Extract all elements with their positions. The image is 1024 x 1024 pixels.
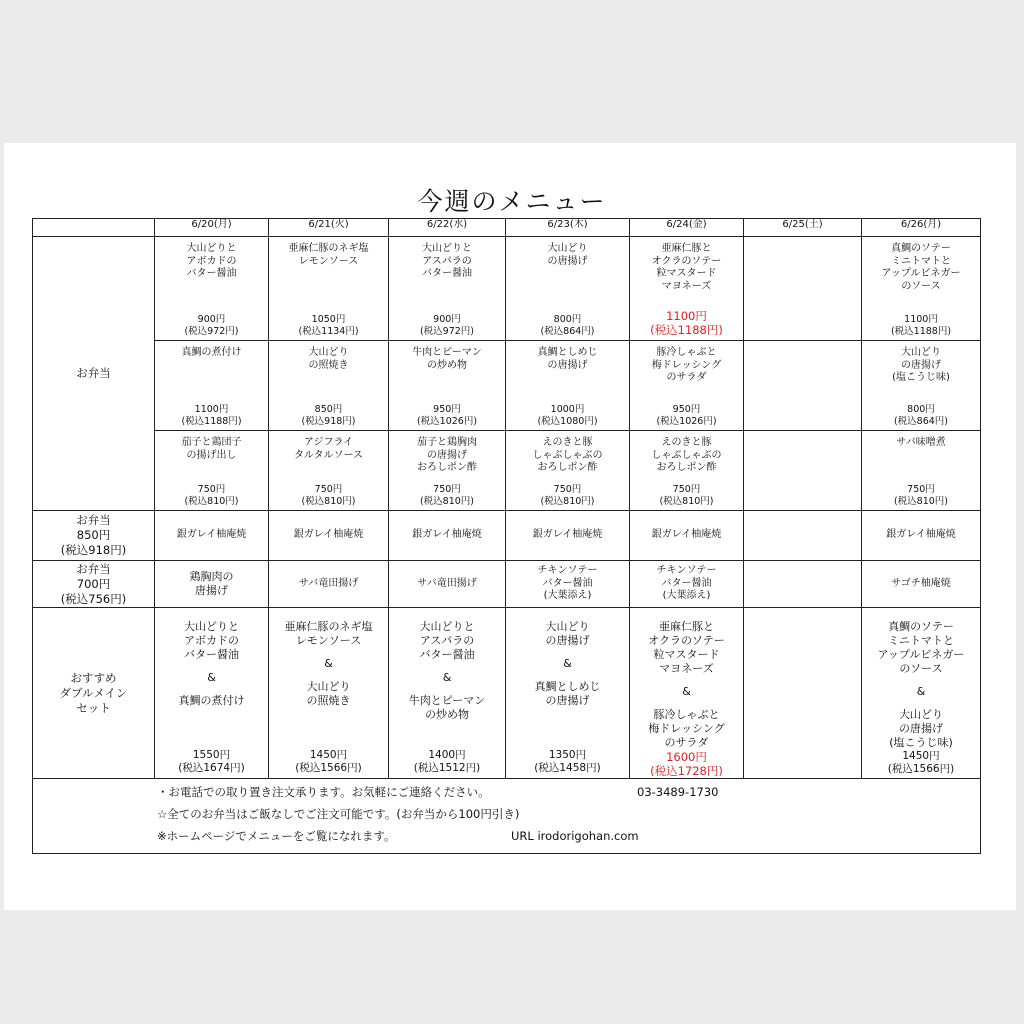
set-main-1: 真鯛のソテー ミニトマトと アップルビネガー のソース	[877, 620, 965, 675]
menu-cell	[506, 608, 630, 779]
dish-price: 1000円 (税込1080円)	[537, 404, 598, 427]
menu-cell: 銀ガレイ柚庵焼	[862, 511, 981, 561]
menu-cell	[269, 608, 389, 779]
set-price: 1450円 (税込1566円)	[887, 750, 955, 775]
set-main-1: 大山どりと アボカドの バター醤油	[184, 620, 239, 661]
note-no-rice: ☆全てのお弁当はご飯なしでご注文可能です。(お弁当から100円引き)	[157, 807, 520, 821]
menu-item	[506, 237, 629, 340]
menu-item	[155, 341, 268, 430]
set-ampersand: &	[442, 671, 452, 684]
dish-name: 牛肉とピーマン の炒め物	[412, 347, 482, 371]
set-main-2: 真鯛としめじ の唐揚げ	[534, 680, 601, 707]
dish-price: 750円 (税込810円)	[184, 484, 239, 507]
menu-cell	[389, 608, 506, 779]
day-header: 6/21(火)	[269, 219, 389, 237]
menu-cell	[155, 608, 269, 779]
menu-cell: 銀ガレイ柚庵焼	[506, 511, 630, 561]
dish-name: サバ味噌煮	[896, 437, 946, 448]
dish-name: 大山どり の唐揚げ	[547, 243, 588, 267]
set-dishes	[271, 620, 386, 708]
menu-item	[744, 341, 861, 430]
set-item	[506, 608, 629, 778]
menu-cell: 鶏胸肉の 唐揚げ	[155, 561, 269, 608]
set-item	[389, 608, 505, 778]
set-ampersand: &	[207, 671, 216, 684]
dish-price: 950円 (税込1026円)	[656, 404, 717, 427]
set-dishes	[391, 620, 503, 722]
menu-item	[155, 237, 268, 340]
menu-cell	[744, 237, 862, 341]
row-label-text: おすすめ ダブルメイン セット	[59, 670, 128, 715]
menu-cell	[506, 431, 630, 511]
menu-cell	[269, 341, 389, 431]
set-main-2: 真鯛の煮付け	[178, 694, 245, 707]
menu-item	[389, 431, 505, 510]
dish-name: 大山どり の照焼き	[308, 347, 349, 371]
day-header: 6/26(月)	[862, 219, 981, 237]
menu-cell	[630, 341, 744, 431]
menu-cell	[155, 431, 269, 511]
set-main-2: 大山どり の照焼き	[306, 680, 351, 707]
menu-cell: サゴチ柚庵焼	[862, 561, 981, 608]
set-ampersand: &	[916, 685, 926, 698]
menu-cell	[862, 608, 981, 779]
note-phone-order: ・お電話での取り置き注文承ります。お気軽にご連絡ください。	[157, 785, 490, 799]
menu-item	[506, 341, 629, 430]
day-header: 6/25(土)	[744, 219, 862, 237]
dish-name: 真鯛のソテー ミニトマトと アップルビネガー のソース	[881, 243, 961, 292]
dish-price: 900円 (税込972円)	[419, 314, 475, 337]
set-ampersand: &	[324, 657, 333, 670]
menu-item	[744, 237, 861, 340]
row-label-850	[33, 511, 155, 561]
menu-cell	[862, 341, 981, 431]
set-main-1: 亜麻仁豚と オクラのソテー 粒マスタード マヨネーズ	[648, 620, 725, 675]
dish-price: 750円 (税込810円)	[659, 484, 714, 507]
set-main-1: 大山どりと アスパラの バター醤油	[419, 620, 475, 661]
set-main-2: 牛肉とピーマン の炒め物	[408, 694, 486, 721]
menu-cell: 銀ガレイ柚庵焼	[630, 511, 744, 561]
menu-cell	[269, 431, 389, 511]
set-price: 1350円 (税込1458円)	[534, 749, 601, 774]
bento-row-1	[33, 237, 981, 341]
menu-item	[862, 341, 980, 430]
notes-row	[33, 779, 981, 854]
menu-cell	[630, 431, 744, 511]
set-item	[630, 608, 743, 778]
day-header: 6/20(月)	[155, 219, 269, 237]
menu-cell: サバ竜田揚げ	[389, 561, 506, 608]
set-item	[269, 608, 388, 778]
menu-item	[630, 431, 743, 510]
menu-cell	[155, 341, 269, 431]
set-item	[155, 608, 268, 778]
dish-name: 豚冷しゃぶと 梅ドレッシング のサラダ	[651, 347, 722, 383]
menu-cell	[744, 561, 862, 608]
dish-price: 1100円 (税込1188円)	[181, 404, 242, 427]
menu-cell	[744, 341, 862, 431]
menu-cell: チキンソテー バター醤油 (大葉添え)	[506, 561, 630, 608]
dish-price: 750円 (税込810円)	[301, 484, 356, 507]
row-label-text: お弁当 700円 (税込756円)	[60, 561, 127, 606]
set-dishes	[864, 620, 978, 750]
notes-cell	[33, 779, 981, 854]
dish-price: 1050円 (税込1134円)	[298, 314, 359, 337]
dish-name: えのきと豚 しゃぶしゃぶの おろしポン酢	[651, 437, 722, 473]
row-label-bento	[33, 237, 155, 511]
menu-cell	[744, 511, 862, 561]
bento-850-row	[33, 511, 981, 561]
menu-item	[630, 237, 743, 340]
menu-table	[32, 218, 981, 854]
dish-price: 950円 (税込1026円)	[416, 404, 478, 427]
menu-cell	[155, 237, 269, 341]
menu-cell	[862, 431, 981, 511]
dish-price: 750円 (税込810円)	[893, 484, 949, 507]
row-label-double	[33, 608, 155, 779]
dish-name: 大山どり の唐揚げ (塩こうじ味)	[892, 347, 950, 383]
menu-cell	[630, 608, 744, 779]
row-label-700	[33, 561, 155, 608]
set-price: 1400円 (税込1512円)	[413, 749, 481, 774]
bento-row-3	[33, 431, 981, 511]
menu-cell	[862, 237, 981, 341]
header-row	[33, 219, 981, 237]
menu-cell	[389, 431, 506, 511]
dish-price: 750円 (税込810円)	[540, 484, 595, 507]
dish-name: 茄子と鶏団子 の揚げ出し	[181, 437, 242, 461]
menu-cell: チキンソテー バター醤油 (大葉添え)	[630, 561, 744, 608]
bento-700-row	[33, 561, 981, 608]
phone-number[interactable]: 03-3489-1730	[637, 785, 719, 799]
menu-item	[506, 431, 629, 510]
dish-price: 800円 (税込864円)	[893, 404, 949, 427]
set-main-1: 大山どり の唐揚げ	[545, 620, 590, 647]
page-title: 今週のメニュー	[417, 187, 607, 216]
dish-price: 1100円 (税込1188円)	[890, 314, 952, 337]
menu-cell	[506, 341, 630, 431]
set-dishes	[157, 620, 266, 708]
menu-cell	[389, 237, 506, 341]
day-header: 6/23(木)	[506, 219, 630, 237]
dish-name: 真鯛の煮付け	[181, 347, 242, 358]
set-price: 1550円 (税込1674円)	[178, 749, 245, 774]
menu-cell	[269, 237, 389, 341]
corner-cell	[33, 219, 155, 237]
set-price: 1450円 (税込1566円)	[295, 749, 362, 774]
row-label-text: お弁当 850円 (税込918円)	[60, 513, 127, 557]
dish-name: 大山どりと アボカドの バター醤油	[186, 243, 237, 279]
dish-name: 亜麻仁豚と オクラのソテー 粒マスタード マヨネーズ	[651, 243, 722, 292]
dish-name: 茄子と鶏胸肉 の唐揚げ おろしポン酢	[417, 437, 477, 473]
dish-price: 900円 (税込972円)	[184, 314, 239, 337]
set-dishes	[746, 620, 859, 629]
set-ampersand: &	[682, 685, 691, 698]
menu-item	[389, 237, 505, 340]
note-homepage: ※ホームページでメニューをご覧になれます。	[157, 829, 396, 843]
row-label-text: お弁当	[76, 366, 111, 380]
dish-name: えのきと豚 しゃぶしゃぶの おろしポン酢	[532, 437, 603, 473]
dish-name: アジフライ タルタルソース	[293, 437, 364, 461]
menu-cell	[630, 237, 744, 341]
menu-cell	[389, 341, 506, 431]
set-item	[744, 608, 861, 778]
set-dishes	[632, 620, 741, 750]
dish-name: 真鯛としめじ の唐揚げ	[537, 347, 598, 371]
day-header: 6/22(水)	[389, 219, 506, 237]
dish-price: 1100円 (税込1188円)	[650, 309, 723, 337]
set-dishes	[508, 620, 627, 708]
menu-item	[630, 341, 743, 430]
menu-item	[389, 341, 505, 430]
dish-price: 800円 (税込864円)	[540, 314, 595, 337]
menu-item	[744, 431, 861, 510]
day-header: 6/24(金)	[630, 219, 744, 237]
set-main-2: 豚冷しゃぶと 梅ドレッシング のサラダ	[648, 708, 725, 749]
menu-cell	[744, 608, 862, 779]
dish-name: 大山どりと アスパラの バター醤油	[422, 243, 472, 279]
menu-item	[155, 431, 268, 510]
menu-cell: 銀ガレイ柚庵焼	[269, 511, 389, 561]
dish-price: 750円 (税込810円)	[419, 484, 475, 507]
menu-item	[862, 431, 980, 510]
dish-name: 亜麻仁豚のネギ塩 レモンソース	[288, 243, 369, 267]
menu-cell: 銀ガレイ柚庵焼	[389, 511, 506, 561]
menu-cell	[744, 431, 862, 511]
menu-cell: 銀ガレイ柚庵焼	[155, 511, 269, 561]
menu-item	[862, 237, 980, 340]
set-ampersand: &	[563, 657, 572, 670]
homepage-url[interactable]: URL irodorigohan.com	[511, 829, 639, 843]
menu-cell: サバ竜田揚げ	[269, 561, 389, 608]
set-price: 1600円 (税込1728円)	[650, 750, 723, 778]
menu-item	[269, 341, 388, 430]
set-main-2: 大山どり の唐揚げ (塩こうじ味)	[889, 708, 953, 749]
bento-row-2	[33, 341, 981, 431]
menu-item	[269, 431, 388, 510]
dish-price: 850円 (税込918円)	[301, 404, 356, 427]
menu-cell	[506, 237, 630, 341]
set-main-1: 亜麻仁豚のネギ塩 レモンソース	[284, 620, 373, 647]
menu-item	[269, 237, 388, 340]
double-main-row	[33, 608, 981, 779]
set-item	[862, 608, 980, 778]
